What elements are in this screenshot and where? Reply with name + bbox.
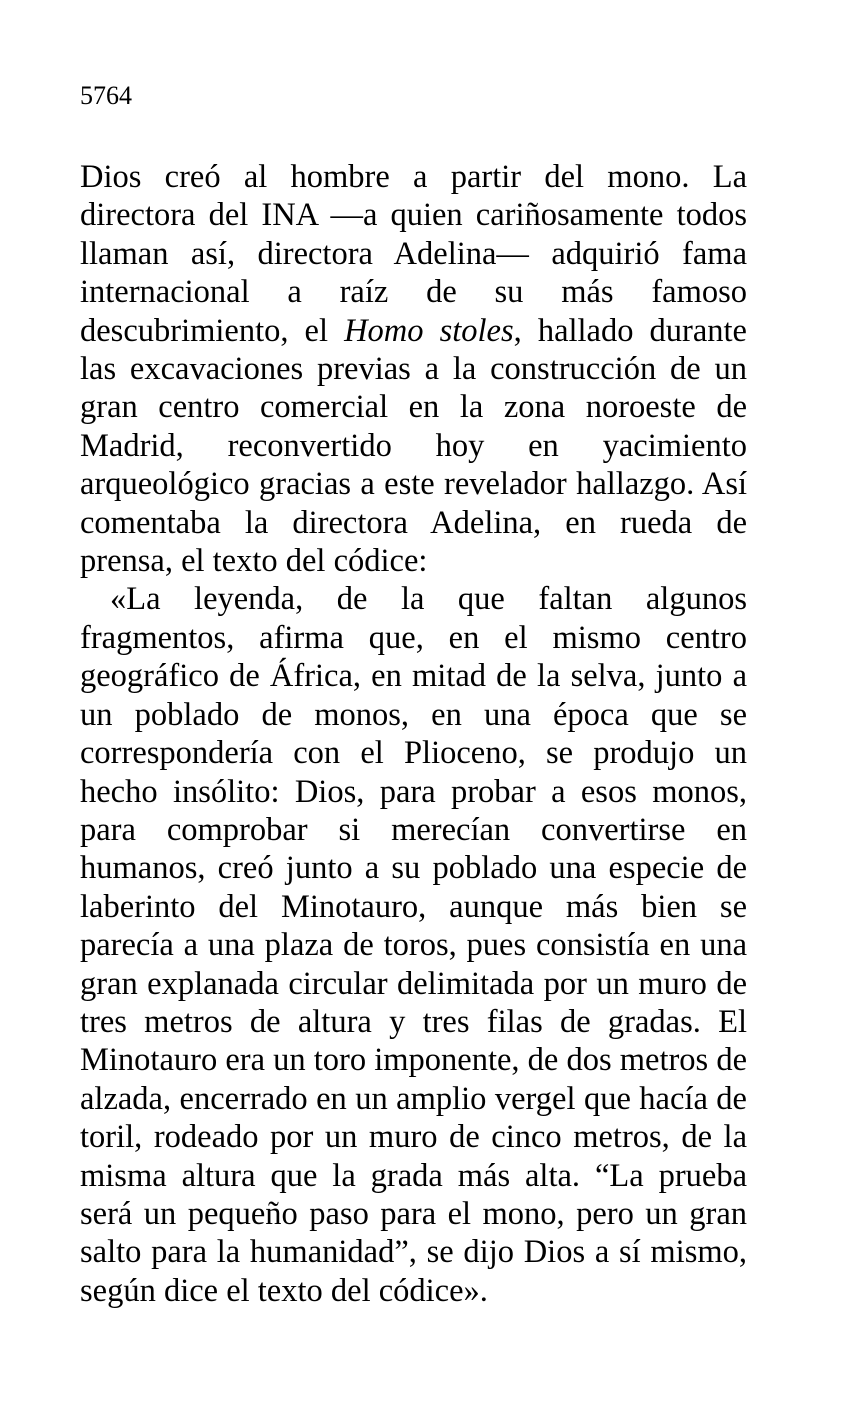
- paragraph-intro: [80, 158, 747, 580]
- paragraph-quote: «La leyenda, de la que faltan algunos fragmentos, afirma que, en el mismo centro geográfico de África, en mitad de la selva, junto a un poblado de monos, en una época que se correspondería con el Plioceno, se produjo un hecho insólito: Dios, para probar a esos monos, para comprobar si merecían convertirse en humanos, creó junto a su poblado una especie de laberinto del Minotauro, aunque más bien se parecía a una plaza de toros, pues consistía en una gran explanada circular delimitada por un muro de tres metros de altura y tres filas de gradas. El Minotauro era un toro imponente, de dos metros de alzada, encerrado en un amplio vergel que hacía de toril, rodeado por un muro de cinco metros, de la misma altura que la grada más alta. “La prueba será un pequeño paso para el mono, pero un gran salto para la humanidad”, se dijo Dios a sí mismo, según dice el texto del códice».: [80, 581, 747, 1309]
- body-text: [80, 158, 747, 1310]
- paragraph-intro-text-a: Dios creó al hombre a partir del mono. La directora del INA —a quien cariñosamente todos llaman así, directora Adelina— adquirió fama internacional a raíz de su más famoso descubrimiento, el: [80, 159, 747, 349]
- page-number: 5764: [80, 81, 132, 110]
- paragraph-intro-text-b: , hallado durante las excavaciones previas a la construcción de un gran centro comercial en la zona noroeste de Madrid, reconvertido hoy en yacimiento arqueológico gracias a este revelador hallazgo. Así comentaba la directora Adelina, en rueda de prensa, el texto del códice:: [80, 312, 747, 580]
- species-name-italic: Homo stoles: [344, 312, 514, 349]
